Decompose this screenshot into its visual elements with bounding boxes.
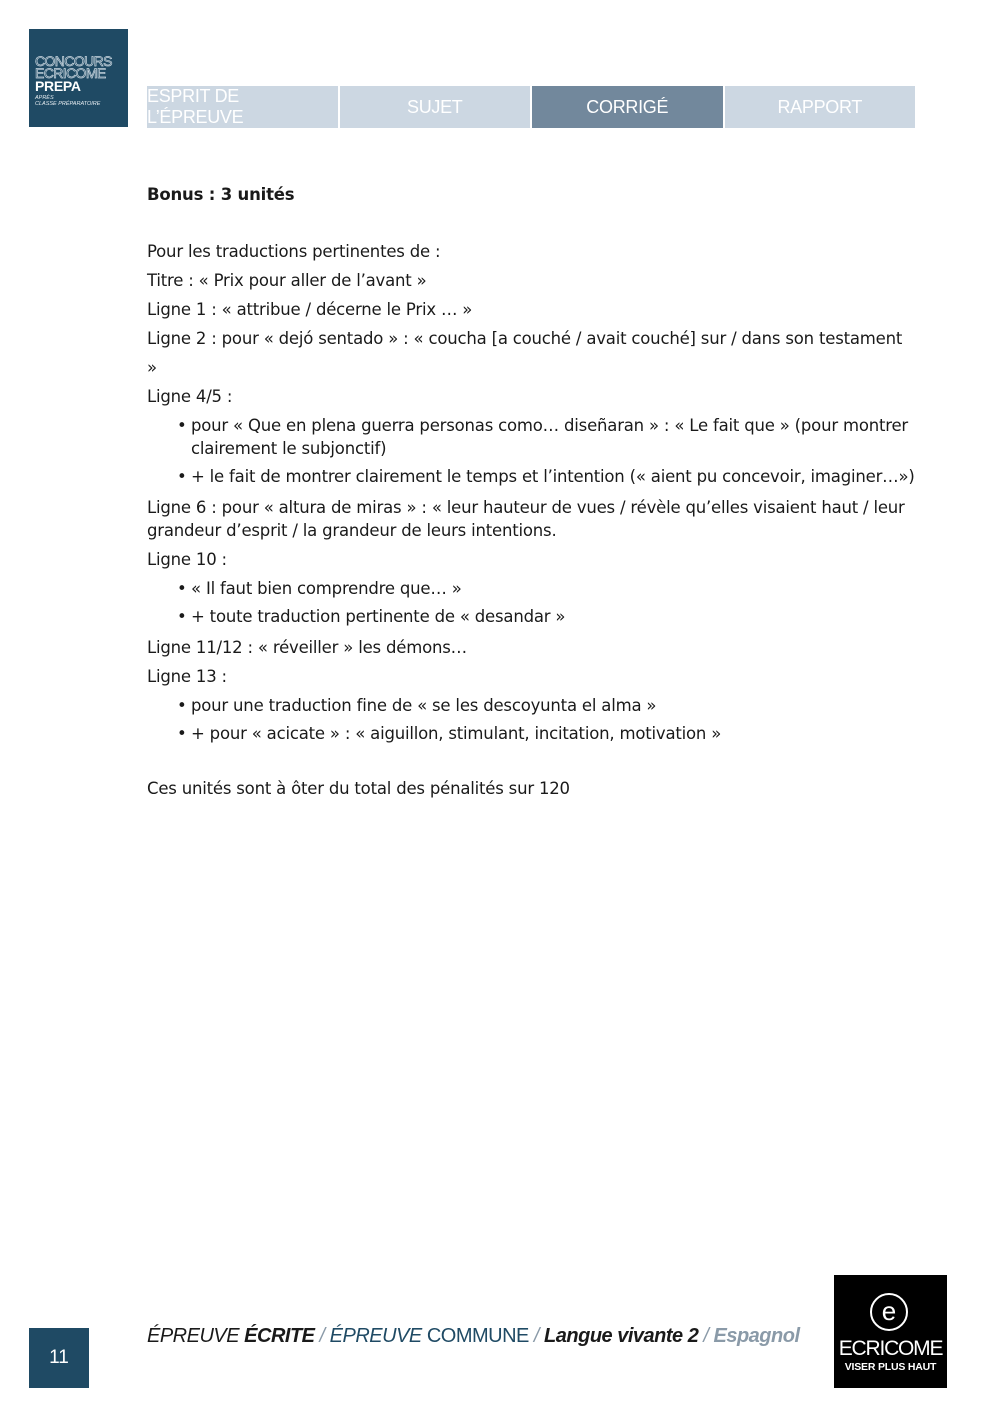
line-titre: Titre : « Prix pour aller de l’avant » [147,271,427,290]
ecricome-logo-tagline: VISER PLUS HAUT [844,1361,937,1373]
footer-epreuve: ÉPREUVE [147,1325,245,1347]
intro-text: Pour les traductions pertinentes de : [147,242,441,261]
line-ligne-1: Ligne 1 : « attribue / décerne le Prix … » [147,300,473,319]
logo-line-classe-preparatoire: CLASSE PRÉPARATOIRE [35,101,101,107]
bonus-heading: Bonus : 3 unités [147,185,295,204]
list-item: • « Il faut bien comprendre que… » [147,577,917,600]
footer-separator: / [698,1325,714,1347]
line-ligne-13: Ligne 13 : [147,667,227,686]
ecricome-logo [834,1275,947,1388]
footer-separator: / [528,1325,545,1347]
ecricome-e-icon: e [870,1293,908,1331]
ligne-13-list [147,694,917,745]
footer-epreuve-2: ÉPREUVE [329,1325,427,1347]
footer-ecrite: ÉCRITE [244,1325,315,1347]
tab-rapport[interactable]: RAPPORT [725,86,916,128]
footer-separator: / [314,1325,330,1347]
line-ligne-4-5: Ligne 4/5 : [147,387,233,406]
final-note: Ces unités sont à ôter du total des pénalités sur 120 [147,779,570,798]
footer-exam-title [147,1325,800,1348]
logo-line-prepa: PREPA [35,78,81,94]
list-item: • pour « Que en plena guerra personas como… diseñaran » : « Le fait que » (pour montrer clairement le subjonctif) [147,414,917,460]
list-item: • + toute traduction pertinente de « desandar » [147,605,917,628]
tab-corrige[interactable]: CORRIGÉ [532,86,723,128]
logo-line-apres: APRÈS [35,95,54,101]
line-ligne-11-12: Ligne 11/12 : « réveiller » les démons… [147,638,467,657]
logo-line-concours: CONCOURS [35,53,112,69]
page-number: 11 [29,1328,89,1388]
tab-sujet[interactable]: SUJET [340,86,531,128]
ecricome-logo-name: ECRICOME [838,1337,943,1360]
section-tabs [147,86,915,128]
footer-langue-vivante: Langue vivante 2 [544,1325,699,1347]
ligne-10-list [147,577,917,628]
footer-espagnol: Espagnol [713,1325,800,1347]
line-ligne-2: Ligne 2 : pour « dejó sentado » : « coucha [a couché / avait couché] sur / dans son testament » [147,329,903,377]
concours-ecricome-prepa-logo [29,29,128,127]
logo-line-ecricome: ECRICOME [35,65,106,81]
tab-esprit-de-l-epreuve[interactable]: ESPRIT DE L’ÉPREUVE [147,86,338,128]
list-item: • + pour « acicate » : « aiguillon, stimulant, incitation, motivation » [147,722,917,745]
list-item: • + le fait de montrer clairement le temps et l’intention (« aient pu concevoir, imaginer…») [147,465,917,488]
footer-commune: COMMUNE [426,1325,529,1347]
line-ligne-10: Ligne 10 : [147,550,227,569]
line-ligne-6: Ligne 6 : pour « altura de miras » : « leur hauteur de vues / révèle qu’elles visaient haut / leur grandeur d’esprit / la grandeur de leurs intentions. [147,498,905,540]
main-content [147,180,917,803]
list-item: • pour une traduction fine de « se les descoyunta el alma » [147,694,917,717]
ligne-4-5-list [147,414,917,488]
